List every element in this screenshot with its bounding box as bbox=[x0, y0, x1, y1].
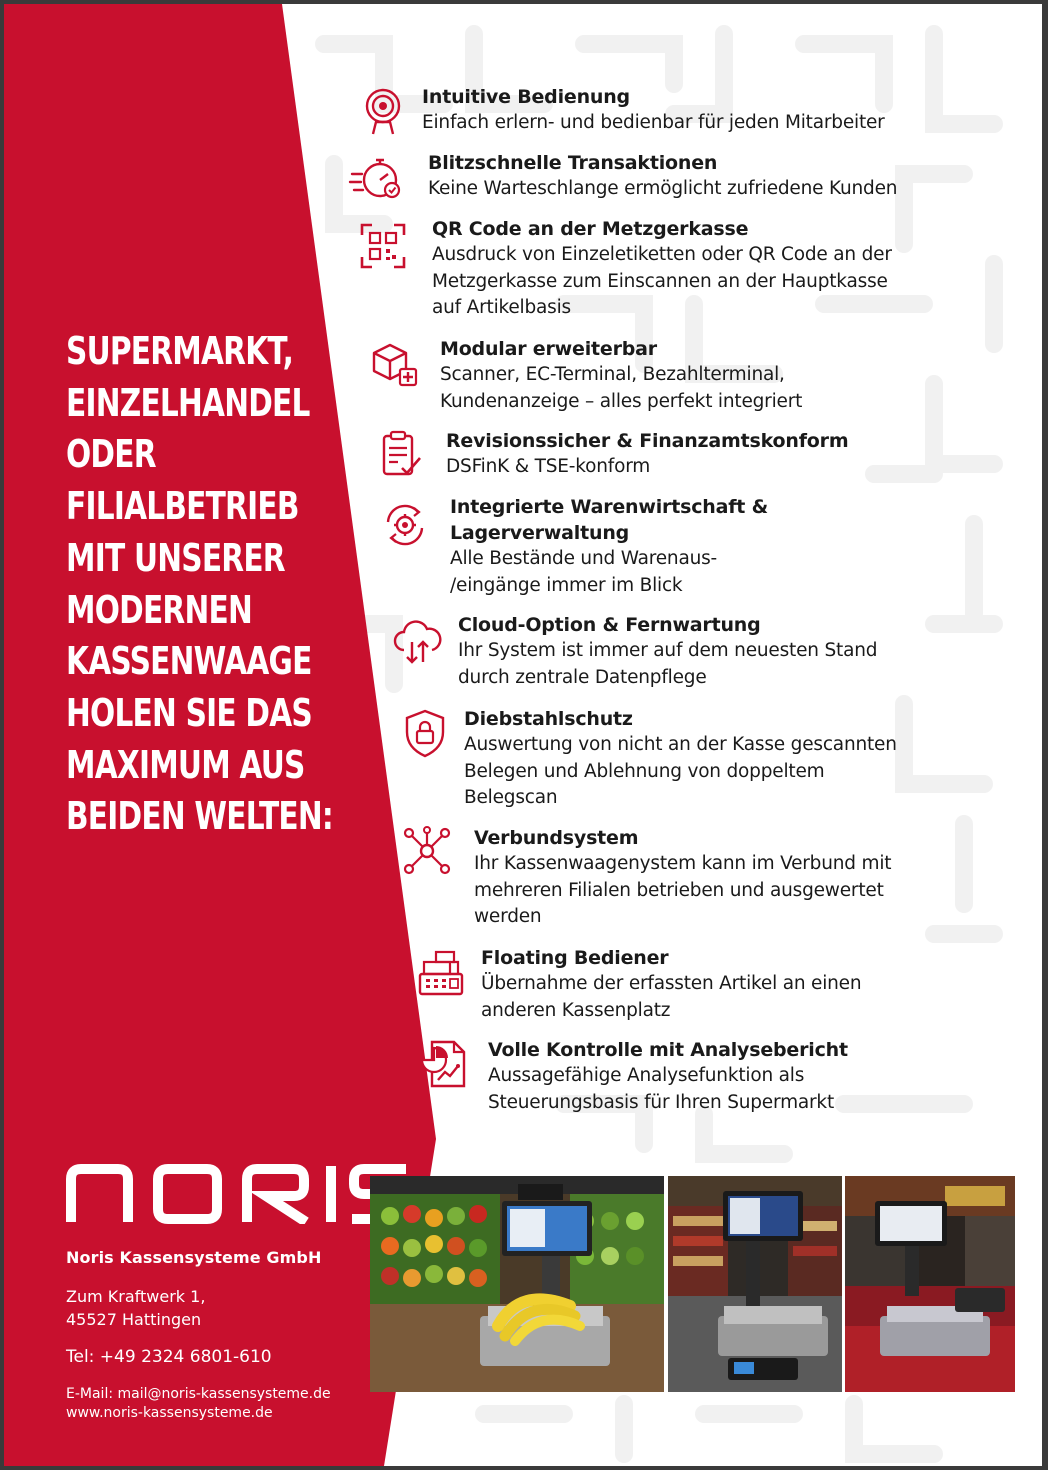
feature-title bbox=[440, 336, 980, 362]
feature-description-line: Ihr System ist immer auf dem neuesten Stand bbox=[458, 640, 878, 661]
feature-description bbox=[446, 454, 986, 481]
feature-description-line: Scanner, EC-Terminal, Bezahlterminal, bbox=[440, 364, 785, 385]
feature-text bbox=[464, 706, 1004, 812]
feature-text bbox=[450, 494, 990, 599]
feature-title bbox=[464, 706, 1004, 732]
touch-fingerprint-icon bbox=[356, 84, 410, 138]
feature-title-line: Cloud-Option & Fernwartung bbox=[458, 614, 761, 636]
clipboard-check-icon bbox=[374, 428, 428, 482]
feature-description-line: Metzgerkasse zum Einscannen an der Hauptkasse bbox=[432, 270, 888, 292]
feature-description bbox=[464, 732, 1004, 812]
scale-at-meat-counter-photo bbox=[845, 1176, 1015, 1392]
feature-text bbox=[458, 612, 998, 691]
company-email[interactable]: E-Mail: mail@noris-kassensysteme.de bbox=[66, 1386, 331, 1402]
feature-description-line: Kundenanzeige – alles perfekt integriert bbox=[440, 390, 803, 412]
feature-description bbox=[474, 851, 1014, 931]
feature-description bbox=[450, 546, 990, 599]
feature-title-line: Diebstahlschutz bbox=[464, 708, 633, 730]
company-contact bbox=[66, 1385, 331, 1423]
cloud-sync-icon bbox=[390, 616, 444, 670]
feature-description-line: Belegscan bbox=[464, 787, 558, 808]
headline-line: MIT UNSERER bbox=[66, 535, 285, 580]
feature-description-line: Steuerungsbasis für Ihren Supermarkt bbox=[488, 1091, 834, 1113]
feature-title bbox=[428, 150, 968, 176]
headline-line: MAXIMUM AUS bbox=[66, 742, 305, 787]
company-website[interactable]: www.noris-kassensysteme.de bbox=[66, 1405, 273, 1421]
feature-title bbox=[458, 612, 998, 638]
stopwatch-speed-icon bbox=[348, 150, 402, 204]
scale-with-bananas-photo bbox=[370, 1176, 664, 1392]
address-line: Zum Kraftwerk 1, bbox=[66, 1287, 206, 1306]
feature-text bbox=[446, 428, 986, 481]
feature-description bbox=[422, 110, 962, 137]
feature-title bbox=[432, 216, 972, 242]
feature-description-line: Aussagefähige Analysefunktion als bbox=[488, 1065, 805, 1086]
cash-register-icon bbox=[414, 946, 468, 1000]
feature-description-line: Einfach erlern- und bedienbar für jeden Mitarbeiter bbox=[422, 112, 885, 133]
feature-description-line: Ausdruck von Einzeletiketten oder QR Code an der bbox=[432, 244, 892, 265]
feature-title-line: Lagerverwaltung bbox=[450, 522, 630, 544]
feature-description-line: Belegen und Ablehnung von doppeltem bbox=[464, 760, 825, 782]
feature-description-line: anderen Kassenplatz bbox=[481, 999, 671, 1021]
feature-text bbox=[428, 150, 968, 203]
address-line: 45527 Hattingen bbox=[66, 1310, 202, 1329]
shield-lock-icon bbox=[398, 706, 452, 760]
headline-line: HOLEN SIE DAS bbox=[66, 690, 312, 735]
feature-description-line: Alle Bestände und Warenaus- bbox=[450, 548, 718, 569]
feature-text bbox=[432, 216, 972, 322]
company-address bbox=[66, 1285, 331, 1331]
headline bbox=[66, 326, 333, 843]
feature-title-line: QR Code an der Metzgerkasse bbox=[432, 218, 749, 240]
feature-title-line: Integrierte Warenwirtschaft & bbox=[450, 496, 768, 518]
feature-title-line: Floating Bediener bbox=[481, 947, 669, 969]
feature-description-line: durch zentrale Datenpflege bbox=[458, 666, 707, 688]
feature-description bbox=[458, 638, 998, 691]
feature-description-line: Keine Warteschlange ermöglicht zufriedene Kunden bbox=[428, 178, 898, 199]
feature-text bbox=[440, 336, 980, 415]
feature-description-line: Ihr Kassenwaagenystem kann im Verbund mit bbox=[474, 853, 892, 874]
feature-description-line: mehreren Filialen betrieben und ausgewertet bbox=[474, 879, 884, 901]
feature-title bbox=[488, 1037, 1028, 1063]
feature-description-line: Übernahme der erfassten Artikel an einen bbox=[481, 973, 862, 994]
feature-title bbox=[422, 84, 962, 110]
feature-title-line: Revisionssicher & Finanzamtskonform bbox=[446, 430, 849, 452]
feature-description bbox=[488, 1063, 1028, 1116]
headline-line: EINZELHANDEL bbox=[66, 380, 310, 425]
analysis-report-icon bbox=[418, 1038, 472, 1092]
noris-logo bbox=[66, 1164, 411, 1224]
scale-in-butcher-shop-photo bbox=[668, 1176, 842, 1392]
feature-description bbox=[428, 176, 968, 203]
feature-description bbox=[440, 362, 980, 415]
headline-line: MODERNEN bbox=[66, 587, 252, 632]
company-name: Noris Kassensysteme GmbH bbox=[66, 1248, 322, 1267]
headline-line: ODER bbox=[66, 432, 156, 477]
flyer-page bbox=[4, 4, 1042, 1466]
network-nodes-icon bbox=[400, 824, 454, 878]
feature-title-line: Volle Kontrolle mit Analysebericht bbox=[488, 1039, 848, 1061]
headline-line: SUPERMARKT, bbox=[66, 329, 294, 373]
feature-title bbox=[446, 428, 986, 454]
box-plus-icon bbox=[366, 337, 420, 391]
headline-line: FILIALBETRIEB bbox=[66, 484, 299, 529]
feature-text bbox=[474, 825, 1014, 931]
company-phone: Tel: +49 2324 6801-610 bbox=[66, 1347, 272, 1367]
feature-description-line: /eingänge immer im Blick bbox=[450, 574, 683, 596]
feature-description-line: auf Artikelbasis bbox=[432, 297, 571, 318]
headline-line: KASSENWAAGE bbox=[66, 639, 312, 684]
feature-description-line: Auswertung von nicht an der Kasse gescannten bbox=[464, 734, 897, 755]
feature-title-line: Blitzschnelle Transaktionen bbox=[428, 152, 718, 174]
feature-text bbox=[422, 84, 962, 137]
feature-title bbox=[450, 494, 990, 546]
qr-code-icon bbox=[356, 219, 410, 273]
feature-text bbox=[488, 1037, 1028, 1116]
headline-line: BEIDEN WELTEN: bbox=[66, 794, 333, 839]
feature-title-line: Intuitive Bedienung bbox=[422, 86, 630, 108]
feature-text bbox=[481, 945, 1021, 1024]
company-info bbox=[66, 1248, 331, 1423]
gear-sync-icon bbox=[378, 498, 432, 552]
feature-title-line: Verbundsystem bbox=[474, 827, 639, 849]
feature-title bbox=[481, 945, 1021, 971]
feature-description-line: DSFinK & TSE-konform bbox=[446, 456, 651, 477]
feature-title bbox=[474, 825, 1014, 851]
feature-title-line: Modular erweiterbar bbox=[440, 338, 657, 360]
feature-description bbox=[432, 242, 972, 322]
feature-description bbox=[481, 971, 1021, 1024]
feature-description-line: werden bbox=[474, 906, 542, 927]
